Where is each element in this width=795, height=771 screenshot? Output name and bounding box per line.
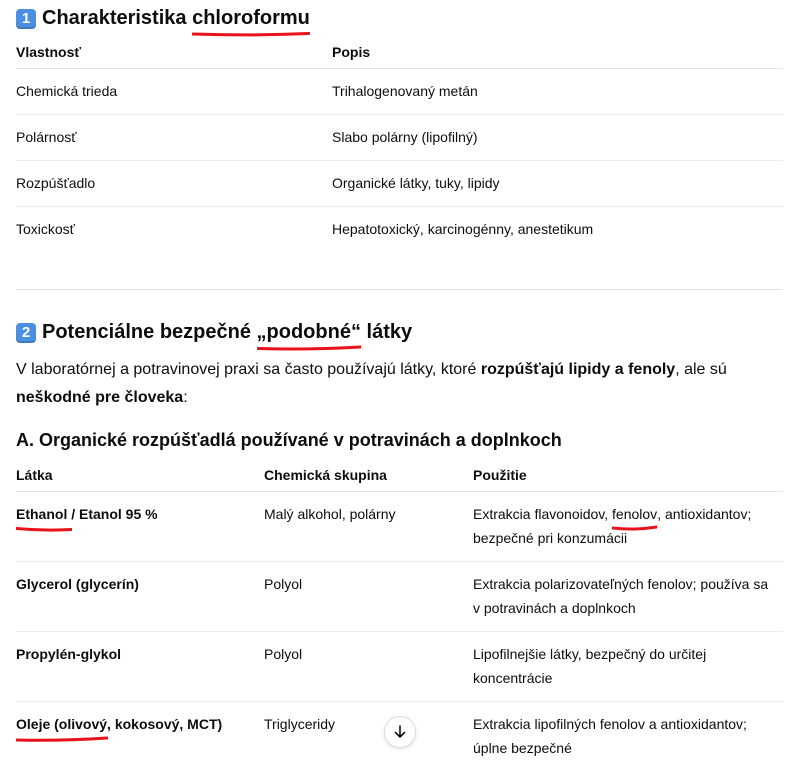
cell-text: Malý alkohol, polárny: [264, 492, 473, 526]
number-1-badge-icon: 1: [16, 9, 36, 29]
column-header: Popis: [332, 44, 783, 69]
table-cell: [16, 702, 264, 771]
section-2-title-suffix: látky: [361, 321, 412, 344]
table-row: [16, 492, 783, 562]
table-cell: [16, 632, 264, 702]
table-cell: [332, 69, 783, 115]
table-cell: [473, 702, 783, 771]
cell-text: Trihalogenovaný metán: [332, 69, 783, 103]
red-underline-annotation: [192, 31, 310, 37]
cell-text: Rozpúšťadlo: [16, 161, 332, 195]
use-text: , antioxidantov; bezpečné pri konzumácii: [473, 506, 751, 546]
cell-text: Organické látky, tuky, lipidy: [332, 161, 783, 195]
table-cell: [473, 632, 783, 702]
table-row: [16, 632, 783, 702]
section-1-title-prefix: Charakteristika: [42, 7, 192, 30]
table-row: [16, 115, 783, 161]
column-header: Vlastnosť: [16, 44, 332, 69]
table-cell: [264, 562, 473, 632]
section-2-title-keyword: „podobné“: [257, 321, 361, 343]
table-header-row: [16, 467, 783, 492]
use-keyword: fenolov: [612, 506, 657, 522]
table-cell: [473, 562, 783, 632]
table-header-row: [16, 44, 783, 69]
cell-text: Extrakcia polarizovateľných fenolov; používa sa v potravinách a doplnkoch: [473, 562, 773, 620]
section-2-title-underlined: [257, 321, 361, 344]
cell-text: Chemická trieda: [16, 69, 332, 103]
cell-text: Extrakcia lipofilných fenolov a antioxidantov; úplne bezpečné: [473, 702, 768, 760]
intro-paragraph: [16, 356, 776, 412]
substance-name: Glycerol (glycerín): [16, 562, 264, 596]
cell-text: Polyol: [264, 632, 473, 666]
table-cell: [332, 115, 783, 161]
substance-name: Oleje (olivový, kokosový, MCT): [16, 716, 222, 732]
intro-bold-text: neškodné pre človeka: [16, 389, 183, 406]
table-cell: [16, 492, 264, 562]
table-row: [16, 207, 783, 253]
section-1-title-underlined: [192, 7, 310, 30]
chloroform-properties-table: [16, 44, 783, 252]
table-cell: [16, 115, 332, 161]
number-2-badge-icon: 2: [16, 323, 36, 343]
table-cell: [16, 69, 332, 115]
red-underline-annotation: [16, 526, 72, 532]
table-row: [16, 161, 783, 207]
table-cell: [264, 492, 473, 562]
intro-text: :: [183, 389, 187, 406]
cell-text: Toxickosť: [16, 207, 332, 241]
substance-name-underlined: [16, 502, 158, 526]
section-1-title-keyword: chloroformu: [192, 7, 310, 29]
use-text: Extrakcia flavonoidov,: [473, 506, 612, 522]
table-row: [16, 562, 783, 632]
section-divider: [16, 289, 782, 290]
table-cell: [16, 161, 332, 207]
intro-bold-text: rozpúšťajú lipidy a fenoly: [481, 361, 675, 378]
substance-name-underlined: [16, 712, 222, 736]
use-underlined: [612, 502, 657, 526]
intro-text: , ale sú: [675, 361, 727, 378]
table-cell: [16, 562, 264, 632]
table-row: [16, 69, 783, 115]
subsection-heading: A. Organické rozpúšťadlá používané v potravinách a doplnkoch: [16, 430, 562, 451]
cell-text: Polárnosť: [16, 115, 332, 149]
arrow-down-icon: [392, 724, 408, 740]
column-header: Látka: [16, 467, 264, 492]
cell-text: Hepatotoxický, karcinogénny, anestetikum: [332, 207, 783, 241]
cell-text: Triglyceridy: [264, 702, 473, 736]
cell-text: Slabo polárny (lipofilný): [332, 115, 783, 149]
table-cell: [473, 492, 783, 562]
table-cell: [332, 161, 783, 207]
table-cell: [16, 207, 332, 253]
intro-text: V laboratórnej a potravinovej praxi sa často používajú látky, ktoré: [16, 361, 481, 378]
cell-text: Lipofilnejšie látky, bezpečný do určitej koncentrácie: [473, 632, 758, 690]
column-header: Chemická skupina: [264, 467, 473, 492]
section-1-heading: [16, 7, 310, 30]
table-cell: [264, 632, 473, 702]
table-cell: [264, 702, 473, 771]
substance-name: Ethanol / Etanol 95 %: [16, 506, 158, 522]
substance-name: Propylén-glykol: [16, 632, 264, 666]
scroll-to-bottom-button[interactable]: [384, 716, 416, 748]
cell-text: Polyol: [264, 562, 473, 596]
section-2-heading: [16, 321, 412, 344]
red-underline-annotation: [257, 345, 361, 351]
cell-text: [473, 492, 768, 550]
section-2-title-prefix: Potenciálne bezpečné: [42, 321, 257, 344]
red-underline-annotation: [16, 736, 108, 742]
table-cell: [332, 207, 783, 253]
column-header: Použitie: [473, 467, 783, 492]
